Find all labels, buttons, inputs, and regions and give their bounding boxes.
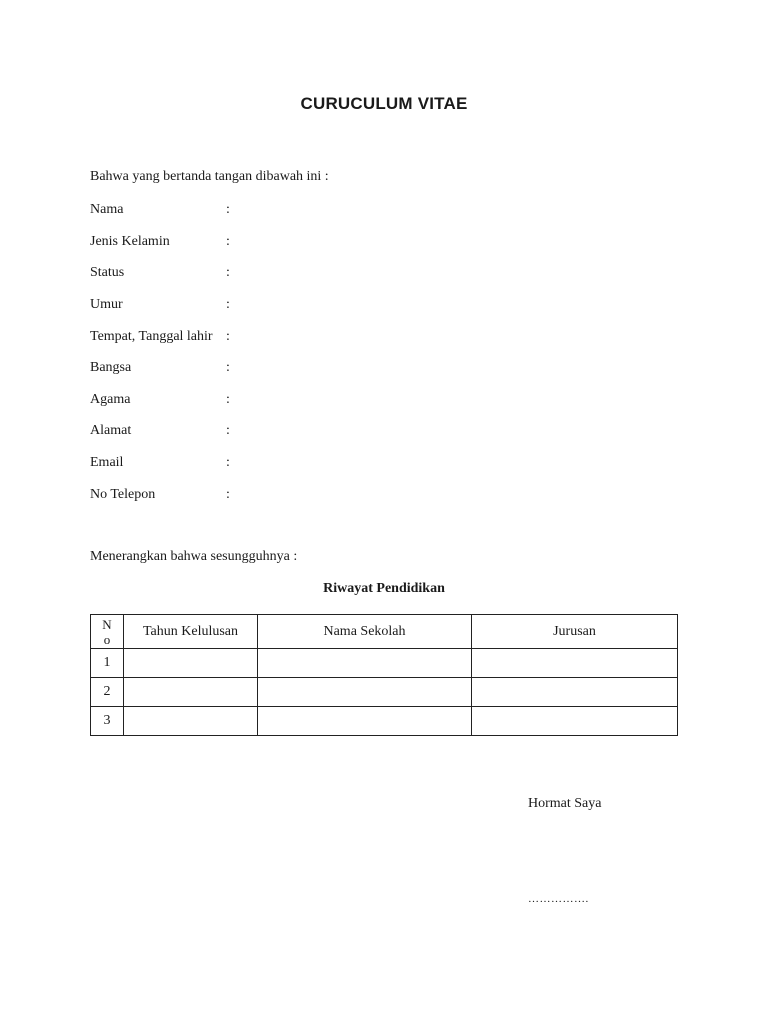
intro-text: Bahwa yang bertanda tangan dibawah ini : — [90, 169, 329, 184]
header-no — [91, 615, 124, 649]
cell-sekolah — [258, 707, 472, 736]
signature-label: Hormat Saya — [528, 796, 602, 811]
field-label: Tempat, Tanggal lahir — [90, 329, 213, 344]
closing-text: Menerangkan bahwa sesungguhnya : — [90, 549, 298, 564]
cell-tahun — [124, 649, 258, 678]
field-label: Jenis Kelamin — [90, 234, 170, 249]
field-label: No Telepon — [90, 487, 156, 502]
field-colon: : — [226, 265, 230, 280]
field-label: Status — [90, 265, 125, 280]
table-header-row — [91, 615, 678, 649]
cell-tahun — [124, 678, 258, 707]
field-label: Alamat — [90, 423, 132, 438]
field-colon: : — [226, 423, 230, 438]
table-row — [91, 678, 678, 707]
field-colon: : — [226, 392, 230, 407]
cell-jurusan — [472, 649, 678, 678]
signature-placeholder: ……………. — [528, 893, 589, 905]
field-colon: : — [226, 297, 230, 312]
field-colon: : — [226, 360, 230, 375]
row-number: 3 — [91, 707, 124, 736]
field-colon: : — [226, 455, 230, 470]
field-colon: : — [226, 329, 230, 344]
cell-jurusan — [472, 678, 678, 707]
cell-jurusan — [472, 707, 678, 736]
row-number: 2 — [91, 678, 124, 707]
field-colon: : — [226, 234, 230, 249]
document-title: CURUCULUM VITAE — [300, 94, 468, 113]
field-label: Umur — [90, 297, 123, 312]
field-label: Email — [90, 455, 124, 470]
table-row — [91, 707, 678, 736]
cell-sekolah — [258, 649, 472, 678]
cell-tahun — [124, 707, 258, 736]
header-jurusan: Jurusan — [472, 615, 678, 649]
header-nama-sekolah: Nama Sekolah — [258, 615, 472, 649]
header-no-line2: o — [103, 631, 111, 647]
field-label: Nama — [90, 202, 124, 217]
field-label: Agama — [90, 392, 131, 407]
header-tahun-kelulusan: Tahun Kelulusan — [124, 615, 258, 649]
field-colon: : — [226, 487, 230, 502]
field-label: Bangsa — [90, 360, 132, 375]
table-row — [91, 649, 678, 678]
header-no-line1: N — [102, 616, 112, 632]
field-colon: : — [226, 202, 230, 217]
education-table — [90, 614, 678, 736]
row-number: 1 — [91, 649, 124, 678]
cell-sekolah — [258, 678, 472, 707]
education-section-title: Riwayat Pendidikan — [323, 581, 445, 596]
